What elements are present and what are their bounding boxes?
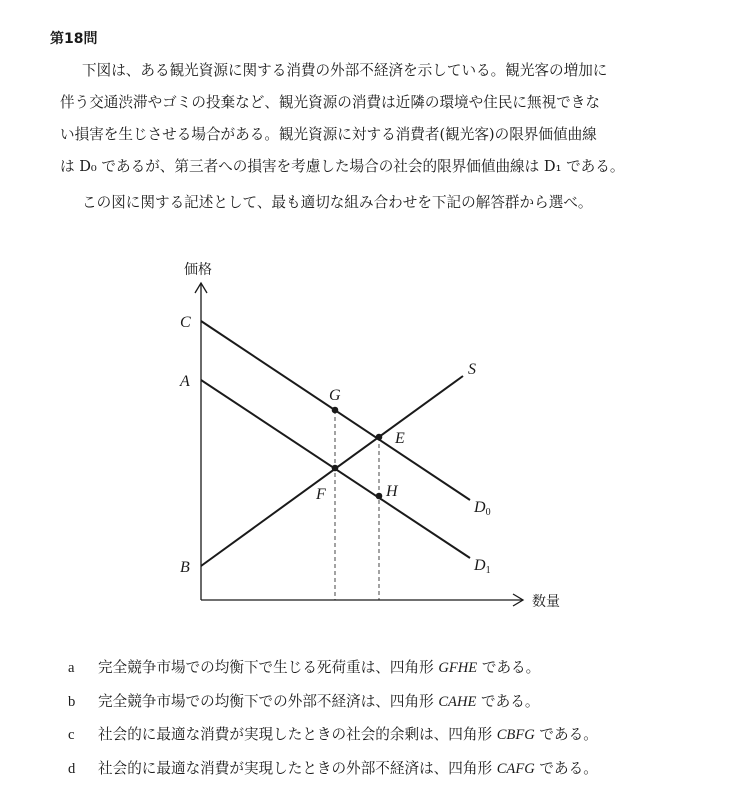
label-b: B <box>180 559 190 576</box>
question-number: 第18問 <box>50 31 98 47</box>
choice-key: a <box>68 660 75 676</box>
choice-shape: GFHE <box>438 660 478 676</box>
choice-c <box>68 723 598 744</box>
point-f <box>332 465 339 472</box>
intro-line-5: この図に関する記述として、最も適切な組み合わせを下記の解答群から選べ。 <box>82 194 593 211</box>
point-e <box>376 434 383 441</box>
choice-text: 完全競争市場での均衡下で生じる死荷重は、四角形 <box>98 659 439 676</box>
label-h: H <box>386 483 398 500</box>
intro-line-1: 下図は、ある観光資源に関する消費の外部不経済を示している。観光客の増加に <box>82 62 608 79</box>
label-a: A <box>180 373 190 390</box>
s-curve <box>201 376 463 566</box>
label-d0: D0 <box>474 499 491 518</box>
label-s: S <box>468 361 476 378</box>
choice-end: である。 <box>534 760 598 777</box>
choice-key: c <box>68 727 75 743</box>
choice-shape: CBFG <box>496 727 535 743</box>
choice-end: である。 <box>476 693 540 710</box>
y-axis-label: 価格 <box>184 262 212 278</box>
choice-key: b <box>68 694 76 710</box>
intro-line-2: 伴う交通渋滞やゴミの投棄など、観光資源の消費は近隣の環境や住民に無視できな <box>60 94 600 111</box>
choice-end: である。 <box>477 659 541 676</box>
point-g <box>332 407 339 414</box>
choice-b <box>68 690 539 711</box>
label-c: C <box>180 314 191 331</box>
x-axis-label: 数量 <box>532 594 560 610</box>
label-d1: D1 <box>474 557 491 576</box>
label-f: F <box>316 486 326 503</box>
choice-end: である。 <box>534 726 598 743</box>
choice-d <box>68 757 598 778</box>
choice-shape: CAFG <box>496 761 535 777</box>
point-h <box>376 493 383 500</box>
intro-line-3: い損害を生じさせる場合がある。観光資源に対する消費者(観光客)の限界価値曲線 <box>60 126 597 143</box>
choice-text: 社会的に最適な消費が実現したときの社会的余剰は、四角形 <box>98 726 497 743</box>
choice-text: 完全競争市場での均衡下での外部不経済は、四角形 <box>98 693 439 710</box>
choice-shape: CAHE <box>438 694 477 710</box>
choice-a <box>68 656 540 677</box>
choice-key: d <box>68 761 76 777</box>
choice-text: 社会的に最適な消費が実現したときの外部不経済は、四角形 <box>98 760 497 777</box>
label-g: G <box>329 387 341 404</box>
intro-line-4: は D₀ であるが、第三者への損害を考慮した場合の社会的限界価値曲線は D₁ である。 <box>60 158 625 175</box>
label-e: E <box>395 430 405 447</box>
